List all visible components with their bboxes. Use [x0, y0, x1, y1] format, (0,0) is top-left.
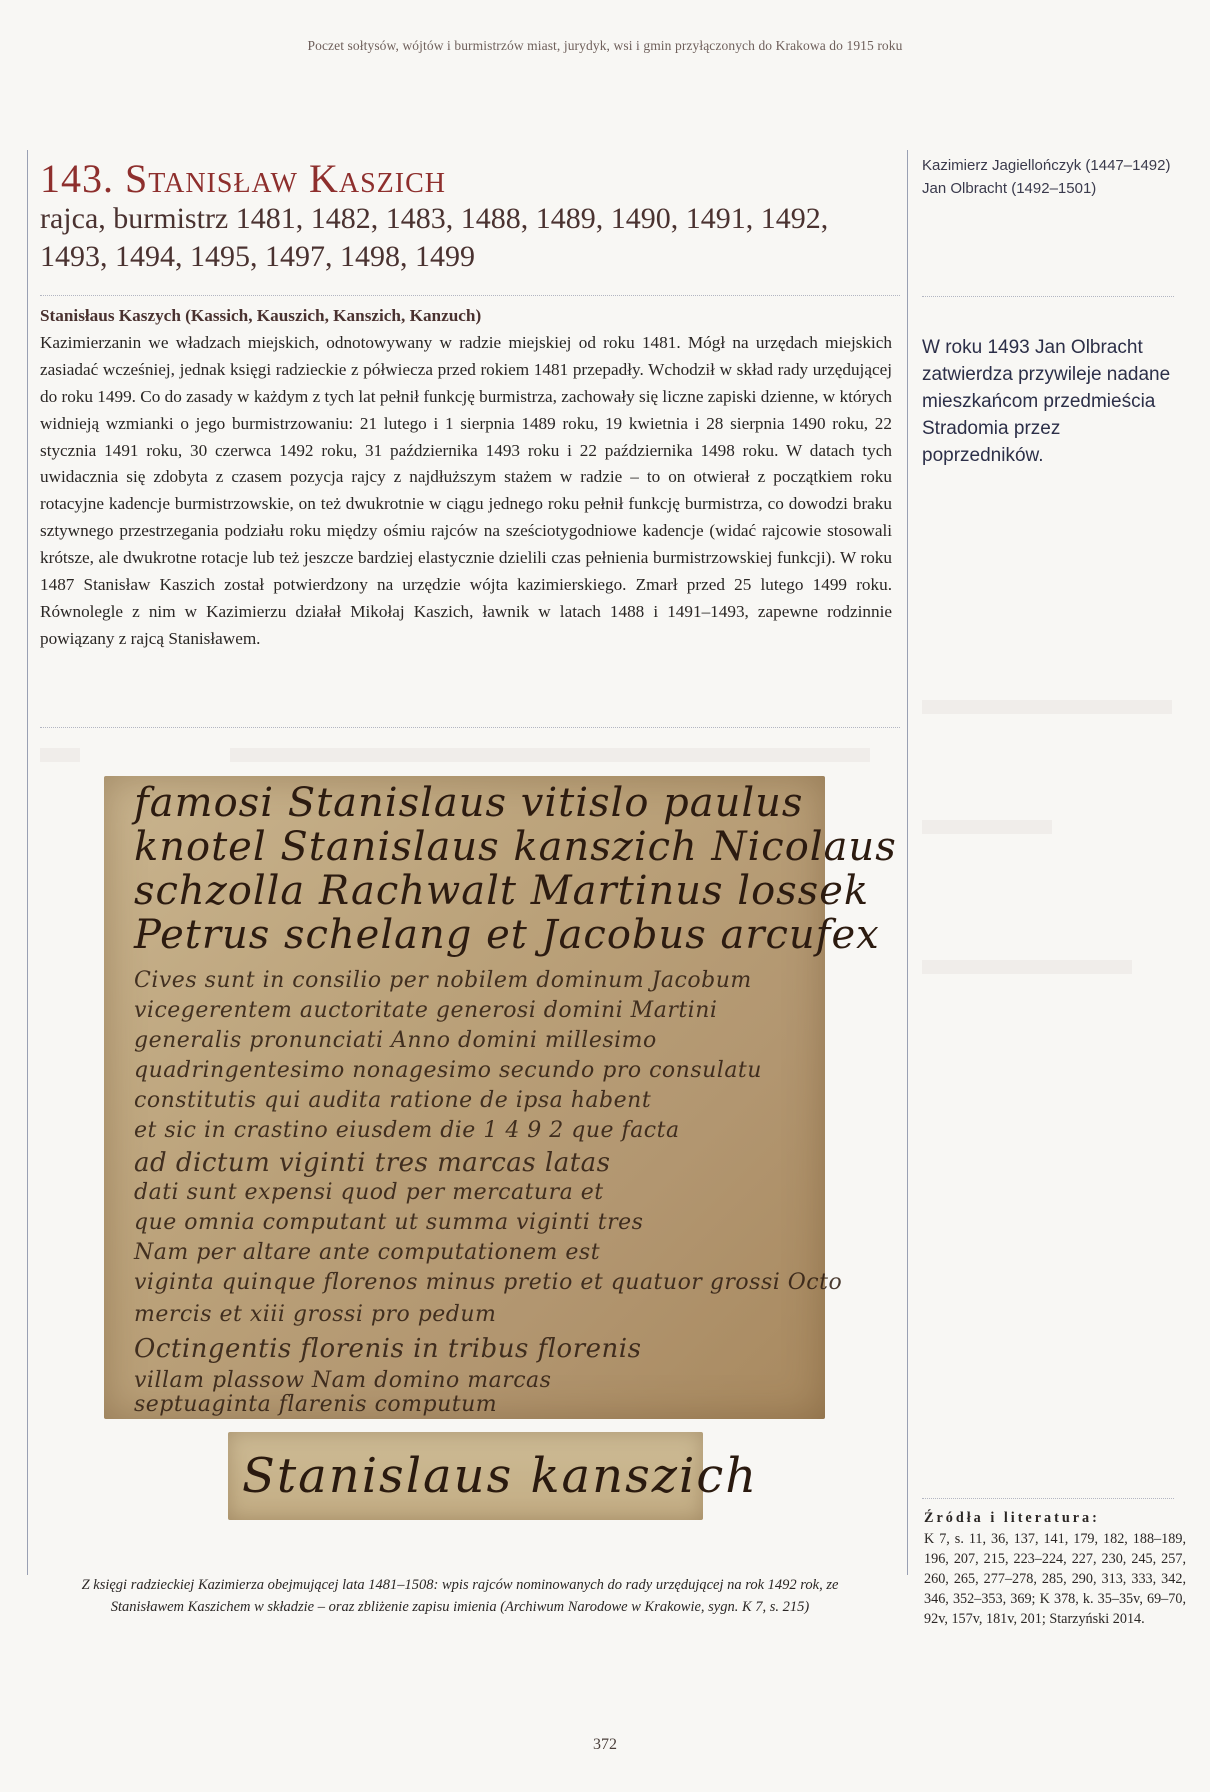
biography-paragraph: Kazimierzanin we władzach miejskich, odnotowywany w radzie miejskiej od roku 1481. Mógł na urzędach miejskich zasiadać wcześniej, jednak księgi radzieckie z półwiecza przed rokiem 1481 przepadły. Wchodził w skład rady urzędującej do roku 1499. Co do zasady w każdym z tych lat pełnił funkcję burmistrza, zachowały się liczne zapiski dzienne, w których widnieją wzmianki o jego burmistrzowaniu: 21 lutego i 1 sierpnia 1489 roku, 19 kwietnia i 28 sierpnia 1490 roku, 22 stycznia 1491 roku, 30 czerwca 1492 roku, 31 października 1493 roku i 22 października 1498 roku. W datach tych uwidacznia się zdobyta z czasem pozycja rajcy z najdłuższym stażem w radzie – to on otwierał z początkiem roku rotacyjne kadencje burmistrzowskie, on też dwukrotnie w ciągu jednego roku pełnił funkcję burmistrza, co dowodzi braku sztywnego przestrzegania podziału roku między ośmiu rajców na sześciotygodniowe kadencje (widać rajcowie stosowali krótsze, ale dwukrotne rotacje lub też jeszcze bardziej elastycznie dzielili czas pełnienia burmistrzowskiej funkcji). W roku 1487 Stanisław Kaszich został potwierdzony na urzędzie wójta kazimierskiego. Zmarł przed 25 lutego 1499 roku. Równolegle z nim w Kazimierzu działał Mikołaj Kaszich, ławnik w latach 1488 i 1491–1493, zapewne rodzinnie powiązany z rajcą Stanisławem.: [40, 332, 892, 648]
text-end-divider-dotted: [40, 727, 900, 728]
manuscript-line: villam plassow Nam domino marcas: [134, 1368, 552, 1393]
manuscript-line: Cives sunt in consilio per nobilem dominum Jacobum: [134, 968, 752, 993]
show-through-artifact: [230, 748, 870, 762]
name-variants: Stanisłaus Kaszych (Kassich, Kauszich, Kanszich, Kanzuch): [40, 306, 482, 325]
show-through-artifact: [922, 700, 1172, 714]
sidebar-note: W roku 1493 Jan Olbracht zatwierdza przywileje nadane mieszkańcom przedmieścia Stradomia przez poprzedników.: [922, 337, 1171, 466]
manuscript-line: et sic in crastino eiusdem die 1 4 9 2 que facta: [134, 1118, 680, 1143]
sources-divider-dotted: [922, 1498, 1174, 1499]
left-margin-rule: [27, 150, 28, 1575]
manuscript-line: constitutis qui audita ratione de ipsa habent: [134, 1088, 652, 1113]
biography-text: [40, 303, 892, 653]
manuscript-photo: [104, 776, 897, 1419]
manuscript-line: mercis et xiii grossi pro pedum: [134, 1302, 497, 1327]
sources-heading: Źródła i literatura:: [924, 1510, 1100, 1526]
show-through-artifact: [922, 960, 1132, 974]
ruler-entry: Jan Olbracht (1492–1501): [922, 180, 1097, 197]
manuscript-line: quadringentesimo nonagesimo secundo pro consulatu: [134, 1058, 762, 1083]
page-number: 372: [593, 1736, 617, 1753]
entry-title: 143. Stanisław Kaszich: [40, 156, 446, 201]
sources-list: K 7, s. 11, 36, 137, 141, 179, 182, 188–189, 196, 207, 215, 223–224, 227, 230, 245, 257, 260, 265, 277–278, 285, 290, 313, 333, 342, 346, 352–353, 369; K 378, k. 35–35v, 69–70, 92v, 157v, 181v, 201; Starzyński 2014.: [924, 1531, 1186, 1627]
manuscript-line: septuaginta flarenis computum: [134, 1392, 498, 1417]
entry-subtitle: rajca, burmistrz 1481, 1482, 1483, 1488, 1489, 1490, 1491, 1492, 1493, 1494, 1495, 1497, 1498, 1499: [40, 202, 829, 273]
manuscript-line: knotel Stanislaus kanszich Nicolaus: [134, 824, 897, 870]
manuscript-line: generalis pronunciati Anno domini millesimo: [134, 1028, 657, 1053]
sidebar-divider-dotted: [922, 296, 1174, 297]
sources-block: [924, 1508, 1186, 1629]
manuscript-line: Octingentis florenis in tribus florenis: [134, 1334, 642, 1364]
manuscript-line: vicegerentem auctoritate generosi domini Martini: [134, 998, 718, 1023]
sidebar-rulers: [922, 154, 1182, 200]
manuscript-line: Petrus schelang et Jacobus arcufex: [134, 912, 880, 958]
show-through-artifact: [40, 748, 80, 762]
header-divider-dotted: [40, 295, 900, 296]
column-divider-rule: [907, 150, 908, 1575]
manuscript-line: ad dictum viginti tres marcas latas: [134, 1148, 611, 1178]
manuscript-line: que omnia computant ut summa viginti tres: [134, 1210, 644, 1235]
running-head: Poczet sołtysów, wójtów i burmistrzów miast, jurydyk, wsi i gmin przyłączonych do Krakowa do 1915 roku: [307, 38, 903, 53]
manuscript-line: Nam per altare ante computationem est: [134, 1240, 601, 1265]
manuscript-line: viginta quinque florenos minus pretio et quatuor grossi Octo: [134, 1270, 843, 1295]
show-through-artifact: [922, 820, 1052, 834]
figure-caption: Z księgi radzieckiej Kazimierza obejmującej lata 1481–1508: wpis rajców nominowanych do rady urzędującej na rok 1492 rok, ze Stanisławem Kaszichem w składzie – oraz zbliżenie zapisu imienia (Archiwum Narodowe w Krakowie, sygn. K 7, s. 215): [81, 1577, 839, 1615]
manuscript-line: schzolla Rachwalt Martinus lossek: [134, 868, 870, 914]
manuscript-line: famosi Stanislaus vitislo paulus: [134, 780, 804, 826]
zoomed-name-text: Stanislaus kanszich: [242, 1448, 759, 1504]
ruler-entry: Kazimierz Jagiellończyk (1447–1492): [922, 157, 1171, 174]
manuscript-name-zoom: [228, 1432, 759, 1520]
manuscript-line: dati sunt expensi quod per mercatura et: [134, 1180, 604, 1205]
